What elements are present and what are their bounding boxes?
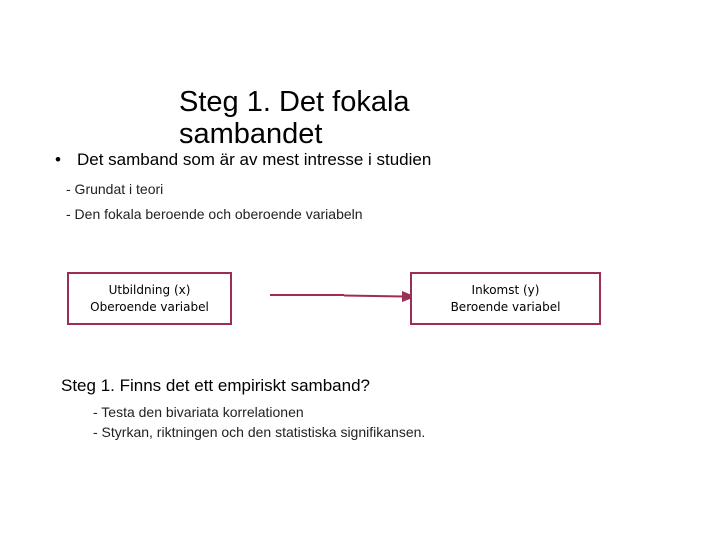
independent-variable-name: Utbildning (x) xyxy=(108,282,191,297)
bullet-sub-1: - Grundat i teori xyxy=(66,181,164,197)
step-sub-1: - Testa den bivariata korrelationen xyxy=(93,404,304,420)
bullet-symbol: • xyxy=(55,150,61,169)
dependent-variable-name: Inkomst (y) xyxy=(471,282,540,297)
slide-title: Steg 1. Det fokala sambandet xyxy=(179,86,410,150)
independent-variable-role: Oberoende variabel xyxy=(90,299,209,314)
independent-variable-box xyxy=(67,272,232,325)
bullet-line xyxy=(55,149,431,171)
step-sub-2: - Styrkan, riktningen och den statistiska signifikansen. xyxy=(93,424,426,440)
bullet-text: Det samband som är av mest intresse i studien xyxy=(77,150,432,169)
dependent-variable-box xyxy=(410,272,601,325)
arrow-icon xyxy=(270,287,418,307)
dependent-variable-role: Beroende variabel xyxy=(450,299,561,314)
step-heading: Steg 1. Finns det ett empiriskt samband? xyxy=(61,376,370,395)
bullet-sub-2: - Den fokala beroende och oberoende variabeln xyxy=(66,206,363,222)
